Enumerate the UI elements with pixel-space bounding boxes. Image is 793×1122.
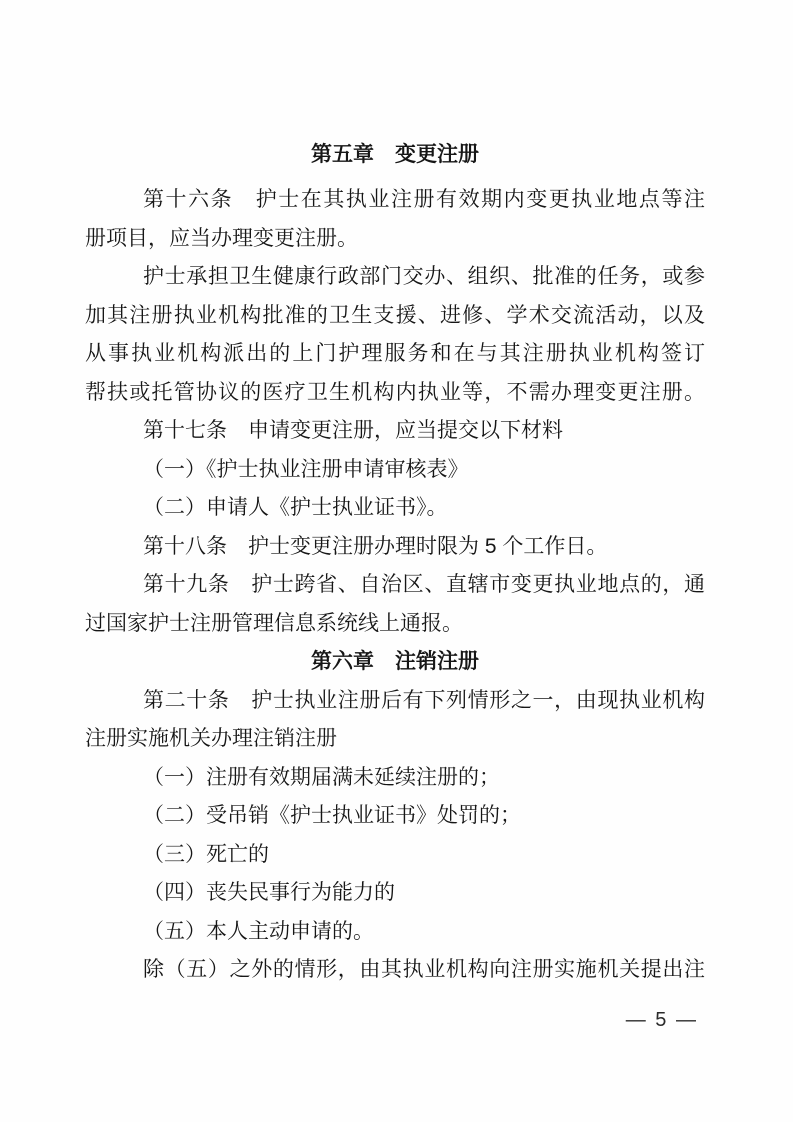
article-17-item-2: （二）申请人《护士执业证书》。 bbox=[143, 496, 448, 519]
article-20-closing-line: 除（五）之外的情形，由其执业机构向注册实施机关提出注 bbox=[143, 958, 705, 981]
article-20-item-5: （五）本人主动申请的。 bbox=[143, 919, 374, 943]
article-16-para2-line-2: 加其注册执业机构批准的卫生支援、进修、学术交流活动，以及 bbox=[85, 303, 705, 327]
article-20-item-3: （三）死亡的 bbox=[143, 842, 269, 866]
article-16-para2-line-1: 护士承担卫生健康行政部门交办、组织、批准的任务，或参 bbox=[143, 265, 705, 288]
article-16-line-1: 第十六条 护士在其执业注册有效期内变更执业地点等注 bbox=[143, 188, 705, 211]
article-16-para2-line-4: 帮扶或托管协议的医疗卫生机构内执业等，不需办理变更注册。 bbox=[85, 380, 705, 404]
article-17-item-1: （一）《护士执业注册申请审核表》 bbox=[143, 457, 469, 481]
article-17-text: 第十七条 申请变更注册，应当提交以下材料 bbox=[143, 419, 563, 442]
document-body bbox=[85, 136, 705, 990]
article-19-line-1: 第十九条 护士跨省、自治区、直辖市变更执业地点的，通 bbox=[143, 573, 705, 596]
article-20-item-4: （四）丧失民事行为能力的 bbox=[143, 881, 395, 904]
article-19-line-2: 过国家护士注册管理信息系统线上通报。 bbox=[85, 611, 463, 635]
article-16-line-2: 册项目，应当办理变更注册。 bbox=[85, 226, 358, 250]
article-20-line-1: 第二十条 护士执业注册后有下列情形之一，由现执业机构 bbox=[143, 688, 705, 712]
chapter-6-heading: 第六章 注销注册 bbox=[311, 650, 479, 673]
article-20-item-2: （二）受吊销《护士执业证书》处罚的； bbox=[143, 804, 521, 827]
article-16-para2-line-3: 从事执业机构派出的上门护理服务和在与其注册执业机构签订 bbox=[85, 342, 705, 365]
page-number: — 5 — bbox=[625, 1009, 698, 1031]
article-20-line-2: 注册实施机关办理注销注册 bbox=[85, 727, 337, 750]
article-18-text: 第十八条 护士变更注册办理时限为 5 个工作日。 bbox=[143, 534, 608, 558]
chapter-5-heading: 第五章 变更注册 bbox=[311, 143, 479, 166]
article-20-item-1: （一）注册有效期届满未延续注册的； bbox=[143, 765, 500, 789]
